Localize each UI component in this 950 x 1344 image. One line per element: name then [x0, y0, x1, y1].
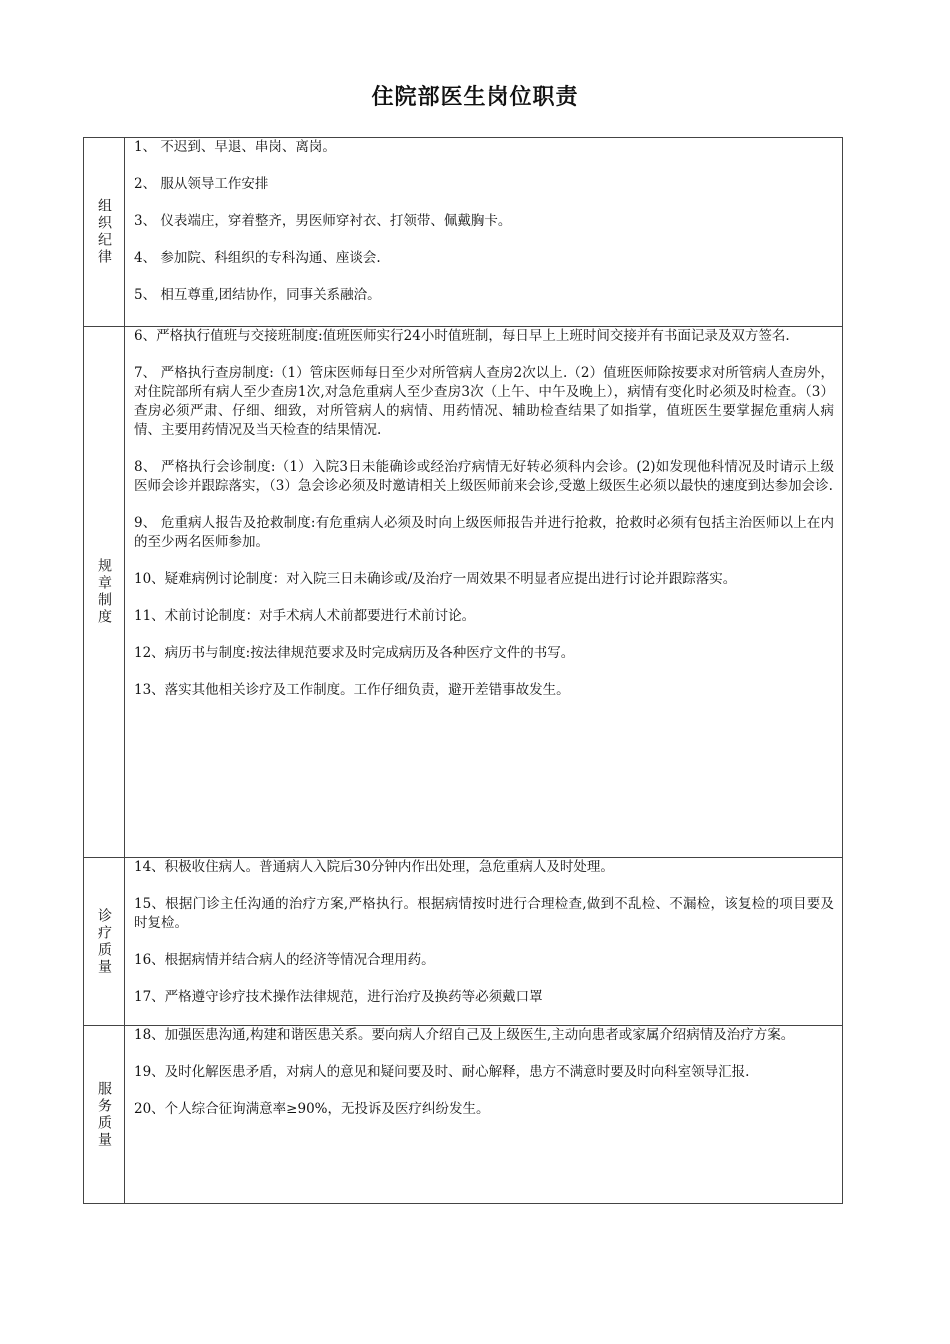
list-item: 6、严格执行值班与交接班制度:值班医师实行24小时值班制，每日早上上班时间交接并有书面记录及双方签名.: [134, 328, 790, 344]
list-item: 2、 服从领导工作安排: [134, 176, 269, 192]
section-label: 组织纪律: [96, 198, 112, 266]
section-label: 诊疗质量: [96, 907, 112, 976]
section-label-cell: [84, 138, 125, 326]
list-item: 1、 不迟到、早退、串岗、离岗。: [134, 139, 336, 155]
list-item: 8、 严格执行会诊制度:（1）入院3日未能确诊或经治疗病情无好转必须科内会诊。(2)如发现他科情况及时请示上级医师会诊并跟踪落实，（3）急会诊必须及时邀请相关上级医师前来会诊,受邀上级医生必须以最快的速度到达参加会诊.: [134, 459, 834, 494]
section-discipline: [84, 138, 842, 326]
list-item: 11、术前讨论制度：对手术病人术前都要进行术前讨论。: [134, 608, 476, 624]
section-treatment-quality: [84, 857, 842, 1025]
list-item: 16、根据病情并结合病人的经济等情况合理用药。: [134, 952, 435, 968]
section-label-cell: [84, 327, 125, 857]
list-item: 9、 危重病人报告及抢救制度:有危重病人必须及时向上级医师报告并进行抢救，抢救时必须有包括主治医师以上在内的至少两名医师参加。: [134, 515, 834, 550]
section-label-cell: [84, 1026, 125, 1203]
list-item: 20、个人综合征询满意率≥90%，无投诉及医疗纠纷发生。: [134, 1101, 490, 1117]
list-item: 14、积极收住病人。普通病人入院后30分钟内作出处理，急危重病人及时处理。: [134, 859, 614, 875]
list-item: 5、 相互尊重,团结协作，同事关系融洽。: [134, 287, 381, 303]
document-title: 住院部医生岗位职责: [371, 85, 579, 110]
list-item: 13、落实其他相关诊疗及工作制度。工作仔细负责，避开差错事故发生。: [134, 682, 570, 698]
list-item: 19、及时化解医患矛盾，对病人的意见和疑问要及时、耐心解释，患方不满意时要及时向科室领导汇报.: [134, 1064, 750, 1080]
section-service-quality: [84, 1025, 842, 1203]
list-item: 7、 严格执行查房制度:（1）管床医师每日至少对所管病人查房2次以上.（2）值班医师除按要求对所管病人查房外，对住院部所有病人至少查房1次,对急危重病人至少查房3次（上午、中午及晚上），病情有变化时必须及时检查。（3）查房必须严肃、仔细、细致，对所管病人的病情、用药情况、辅助检查结果了如指掌，值班医生要掌握危重病人病情、主要用药情况及当天检查的结果情况.: [134, 365, 834, 438]
list-item: 18、加强医患沟通,构建和谐医患关系。要向病人介绍自己及上级医生,主动向患者或家属介绍病情及治疗方案。: [134, 1027, 795, 1043]
list-item: 4、 参加院、科组织的专科沟通、座谈会.: [134, 250, 381, 266]
list-item: 10、疑难病例讨论制度：对入院三日未确诊或/及治疗一周效果不明显者应提出进行讨论并跟踪落实。: [134, 571, 737, 587]
list-item: 17、严格遵守诊疗技术操作法律规范，进行治疗及换药等必须戴口罩: [134, 989, 543, 1005]
section-label: 规章制度: [96, 558, 112, 626]
section-content: [125, 138, 842, 326]
list-item: 3、 仪表端庄，穿着整齐，男医师穿衬衣、打领带、佩戴胸卡。: [134, 213, 512, 229]
section-label-cell: [84, 858, 125, 1025]
section-content: [125, 327, 842, 857]
list-item: 12、病历书与制度:按法律规范要求及时完成病历及各种医疗文件的书写。: [134, 645, 575, 661]
section-content: [125, 1026, 842, 1203]
list-item: 15、根据门诊主任沟通的治疗方案,严格执行。根据病情按时进行合理检查,做到不乱检、不漏检，该复检的项目要及时复检。: [134, 896, 834, 931]
section-label: 服务质量: [96, 1080, 112, 1149]
section-regulations: [84, 326, 842, 857]
duty-table: [83, 137, 843, 1204]
section-content: [125, 858, 842, 1025]
